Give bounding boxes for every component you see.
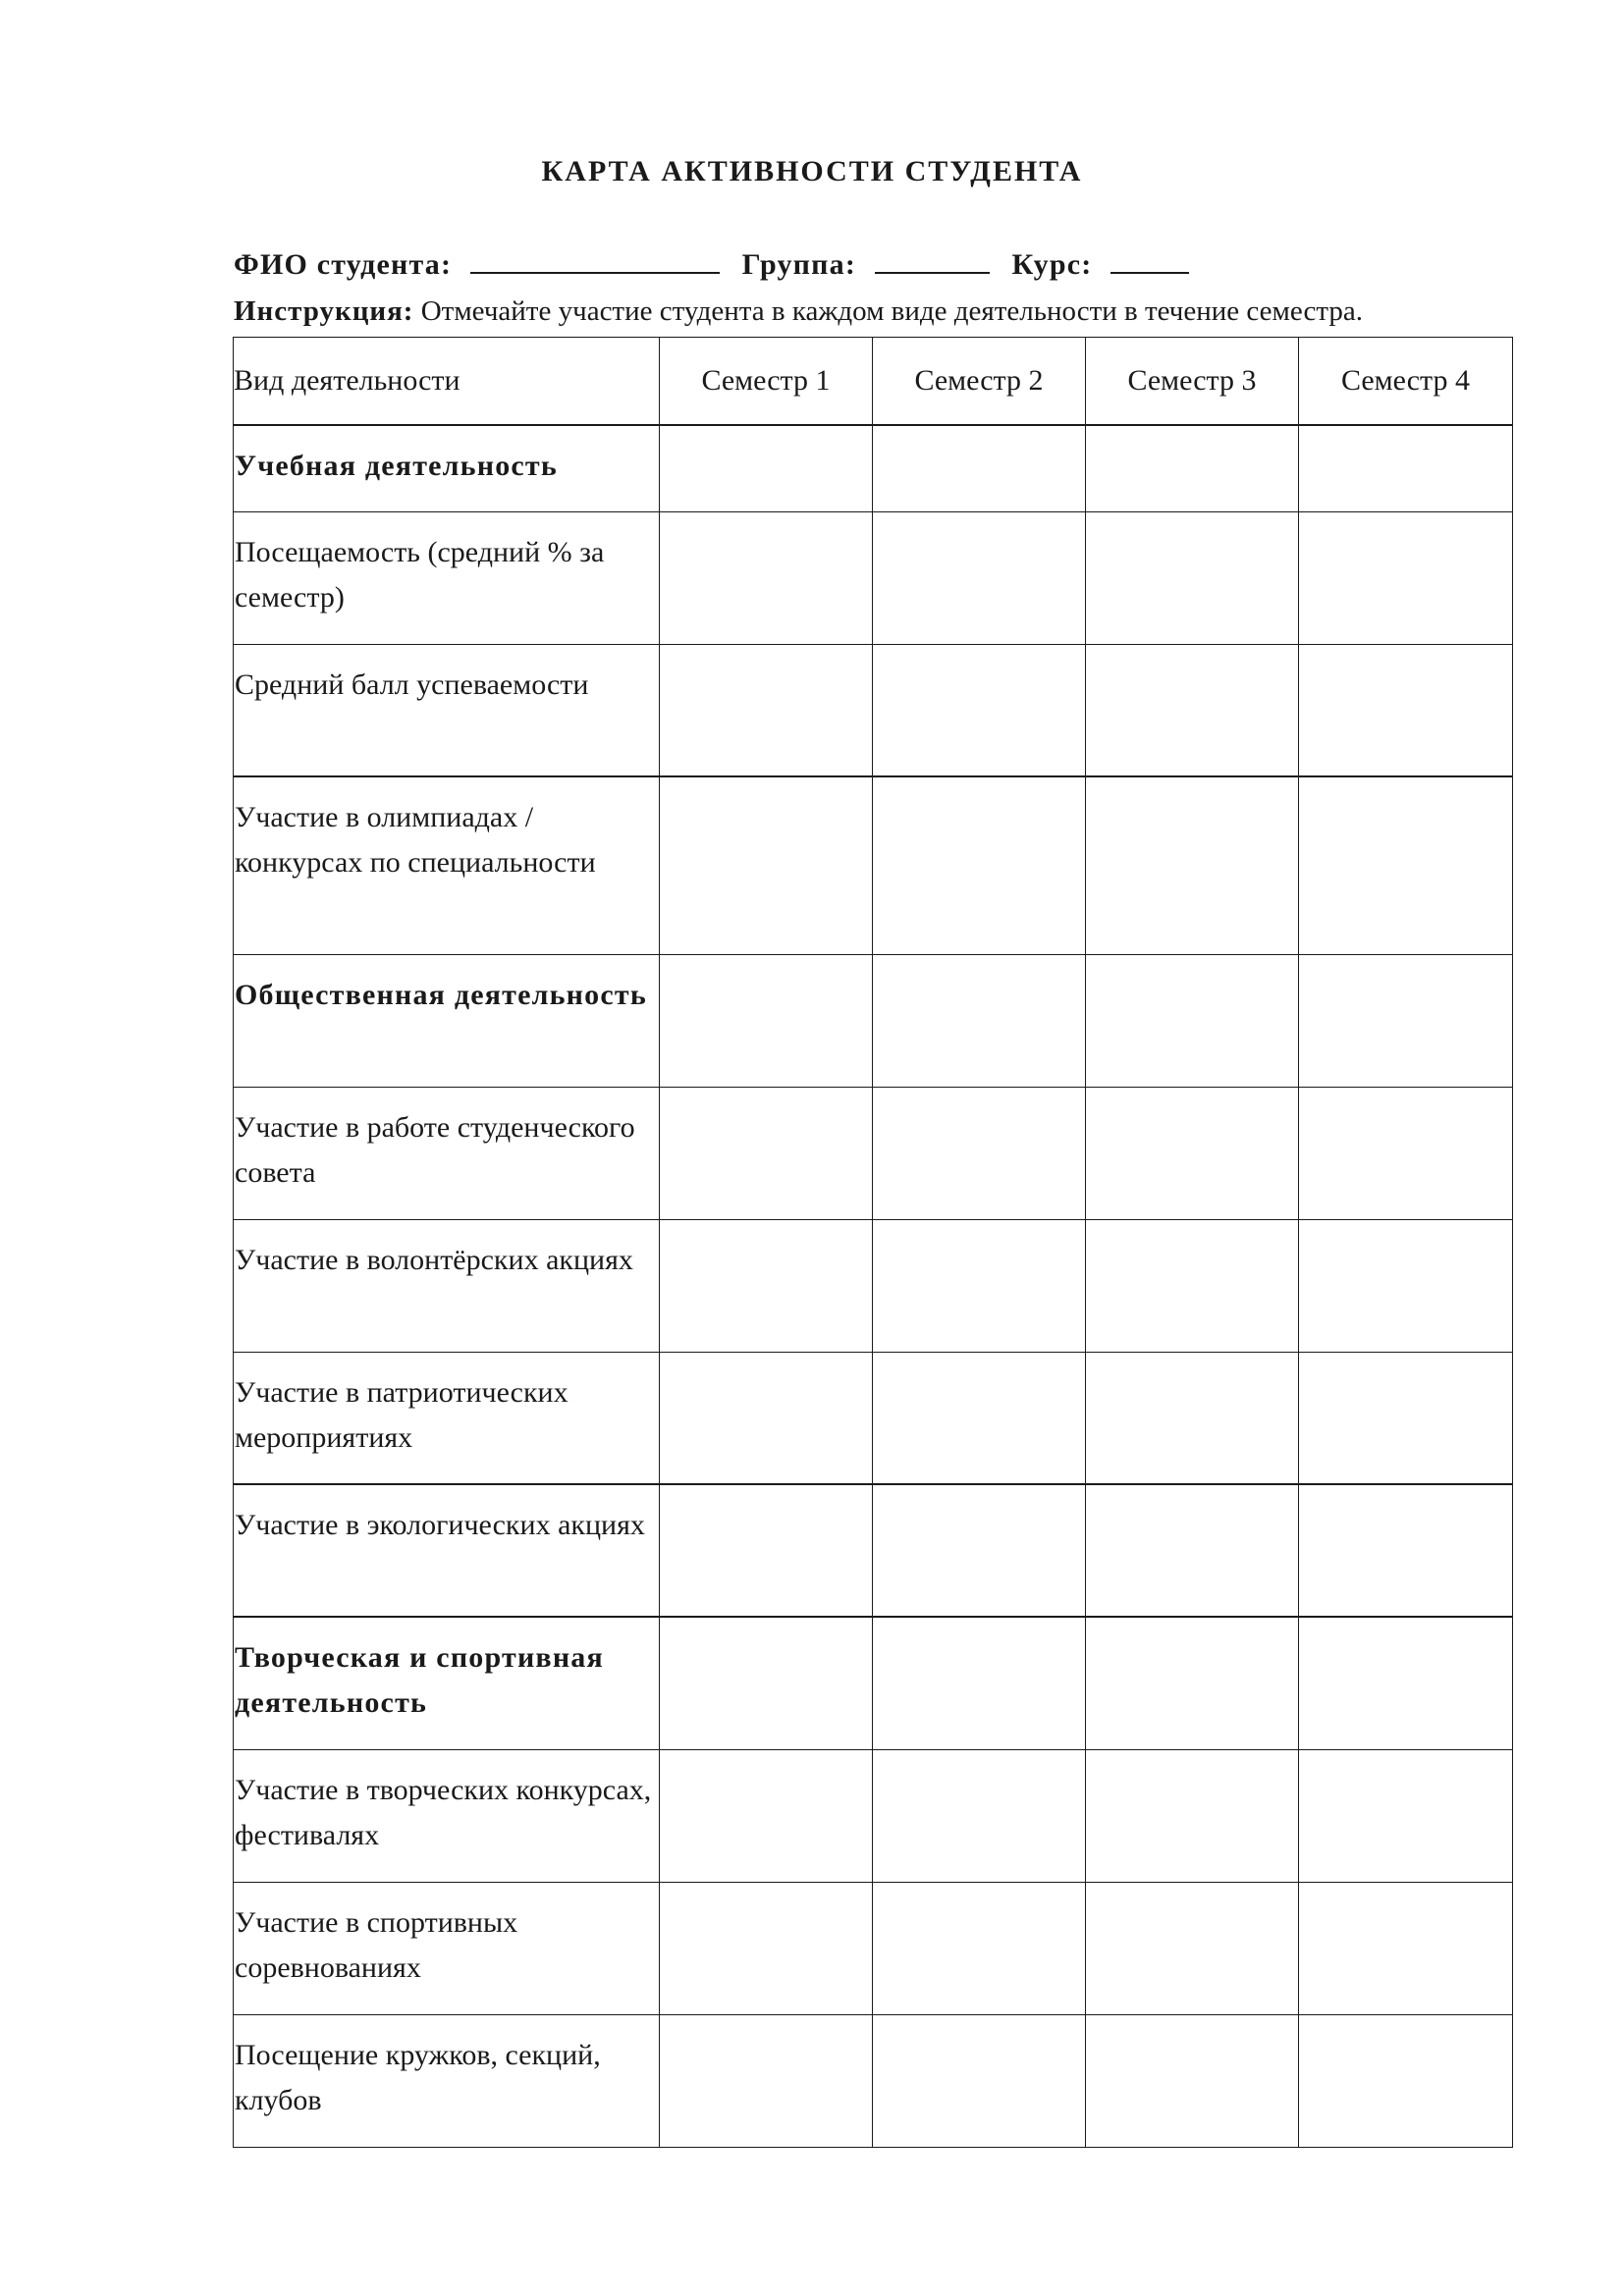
semester-cell[interactable]	[873, 1352, 1086, 1484]
table-row	[234, 644, 1513, 776]
student-name-field[interactable]	[470, 246, 720, 274]
activity-label: Посещение кружков, секций, клубов	[234, 2014, 660, 2147]
instruction-line	[234, 290, 1363, 333]
instruction-text: Отмечайте участие студента в каждом виде деятельности в течение семестра.	[413, 295, 1363, 327]
table-row	[234, 1749, 1513, 1882]
semester-cell[interactable]	[1086, 1219, 1299, 1352]
semester-cell[interactable]	[1086, 1617, 1299, 1749]
semester-cell[interactable]	[1086, 1882, 1299, 2014]
activity-label: Участие в работе студенческого совета	[234, 1087, 660, 1219]
activity-label: Участие в патриотических мероприятиях	[234, 1352, 660, 1484]
header-semester-3: Семестр 3	[1086, 338, 1299, 426]
semester-cell[interactable]	[873, 776, 1086, 954]
table-row	[234, 1352, 1513, 1484]
semester-cell[interactable]	[873, 1087, 1086, 1219]
table-row	[234, 1882, 1513, 2014]
semester-cell[interactable]	[1299, 1484, 1513, 1617]
semester-cell[interactable]	[1086, 1087, 1299, 1219]
semester-cell[interactable]	[660, 644, 873, 776]
semester-cell[interactable]	[1086, 954, 1299, 1087]
semester-cell[interactable]	[1299, 776, 1513, 954]
semester-cell[interactable]	[660, 1484, 873, 1617]
semester-cell[interactable]	[1299, 2014, 1513, 2147]
semester-cell[interactable]	[1086, 2014, 1299, 2147]
group-label: Группа:	[741, 248, 857, 281]
header-semester-4: Семестр 4	[1299, 338, 1513, 426]
semester-cell[interactable]	[660, 1352, 873, 1484]
activity-label: Посещаемость (средний % за семестр)	[234, 511, 660, 644]
table-row	[234, 425, 1513, 511]
table-header-row	[234, 338, 1513, 426]
instruction-label: Инструкция:	[234, 295, 414, 327]
semester-cell[interactable]	[660, 1087, 873, 1219]
table-row	[234, 1087, 1513, 1219]
semester-cell[interactable]	[873, 1219, 1086, 1352]
semester-cell[interactable]	[873, 1617, 1086, 1749]
semester-cell[interactable]	[873, 1882, 1086, 2014]
activity-label: Участие в экологических акциях	[234, 1484, 660, 1617]
semester-cell[interactable]	[1299, 1617, 1513, 1749]
semester-cell[interactable]	[660, 1882, 873, 2014]
semester-cell[interactable]	[1299, 1882, 1513, 2014]
course-label: Курс:	[1011, 248, 1093, 281]
semester-cell[interactable]	[873, 2014, 1086, 2147]
table-row	[234, 2014, 1513, 2147]
semester-cell[interactable]	[660, 425, 873, 511]
semester-cell[interactable]	[1086, 425, 1299, 511]
table-row	[234, 776, 1513, 954]
activity-label: Участие в творческих конкурсах, фестивалях	[234, 1749, 660, 1882]
semester-cell[interactable]	[1299, 1087, 1513, 1219]
semester-cell[interactable]	[660, 2014, 873, 2147]
semester-cell[interactable]	[873, 425, 1086, 511]
table-row	[234, 1617, 1513, 1749]
semester-cell[interactable]	[1299, 954, 1513, 1087]
activity-label: Участие в спортивных соревнованиях	[234, 1882, 660, 2014]
section-label: Учебная деятельность	[234, 425, 660, 511]
semester-cell[interactable]	[660, 1617, 873, 1749]
semester-cell[interactable]	[1299, 1352, 1513, 1484]
semester-cell[interactable]	[1086, 1749, 1299, 1882]
student-info-line	[234, 243, 1203, 287]
semester-cell[interactable]	[1299, 425, 1513, 511]
semester-cell[interactable]	[1086, 776, 1299, 954]
semester-cell[interactable]	[660, 511, 873, 644]
semester-cell[interactable]	[873, 1749, 1086, 1882]
semester-cell[interactable]	[873, 1484, 1086, 1617]
semester-cell[interactable]	[660, 1219, 873, 1352]
course-field[interactable]	[1110, 246, 1189, 274]
header-semester-1: Семестр 1	[660, 338, 873, 426]
table-row	[234, 511, 1513, 644]
page-title: КАРТА АКТИВНОСТИ СТУДЕНТА	[541, 155, 1083, 187]
semester-cell[interactable]	[660, 1749, 873, 1882]
section-label: Творческая и спортивная деятельность	[234, 1617, 660, 1749]
activity-table	[233, 337, 1513, 2148]
activity-label: Участие в волонтёрских акциях	[234, 1219, 660, 1352]
student-name-label: ФИО студента:	[234, 248, 453, 281]
section-label: Общественная деятельность	[234, 954, 660, 1087]
semester-cell[interactable]	[1086, 511, 1299, 644]
semester-cell[interactable]	[1299, 644, 1513, 776]
table-row	[234, 1484, 1513, 1617]
semester-cell[interactable]	[1299, 1749, 1513, 1882]
semester-cell[interactable]	[660, 954, 873, 1087]
semester-cell[interactable]	[1086, 1484, 1299, 1617]
semester-cell[interactable]	[1086, 644, 1299, 776]
semester-cell[interactable]	[873, 644, 1086, 776]
semester-cell[interactable]	[660, 776, 873, 954]
activity-label: Участие в олимпиадах / конкурсах по специальности	[234, 776, 660, 954]
table-row	[234, 954, 1513, 1087]
semester-cell[interactable]	[1086, 1352, 1299, 1484]
semester-cell[interactable]	[873, 954, 1086, 1087]
semester-cell[interactable]	[1299, 511, 1513, 644]
activity-label: Средний балл успеваемости	[234, 644, 660, 776]
semester-cell[interactable]	[873, 511, 1086, 644]
table-row	[234, 1219, 1513, 1352]
group-field[interactable]	[875, 246, 990, 274]
header-activity: Вид деятельности	[234, 338, 660, 426]
header-semester-2: Семестр 2	[873, 338, 1086, 426]
semester-cell[interactable]	[1299, 1219, 1513, 1352]
